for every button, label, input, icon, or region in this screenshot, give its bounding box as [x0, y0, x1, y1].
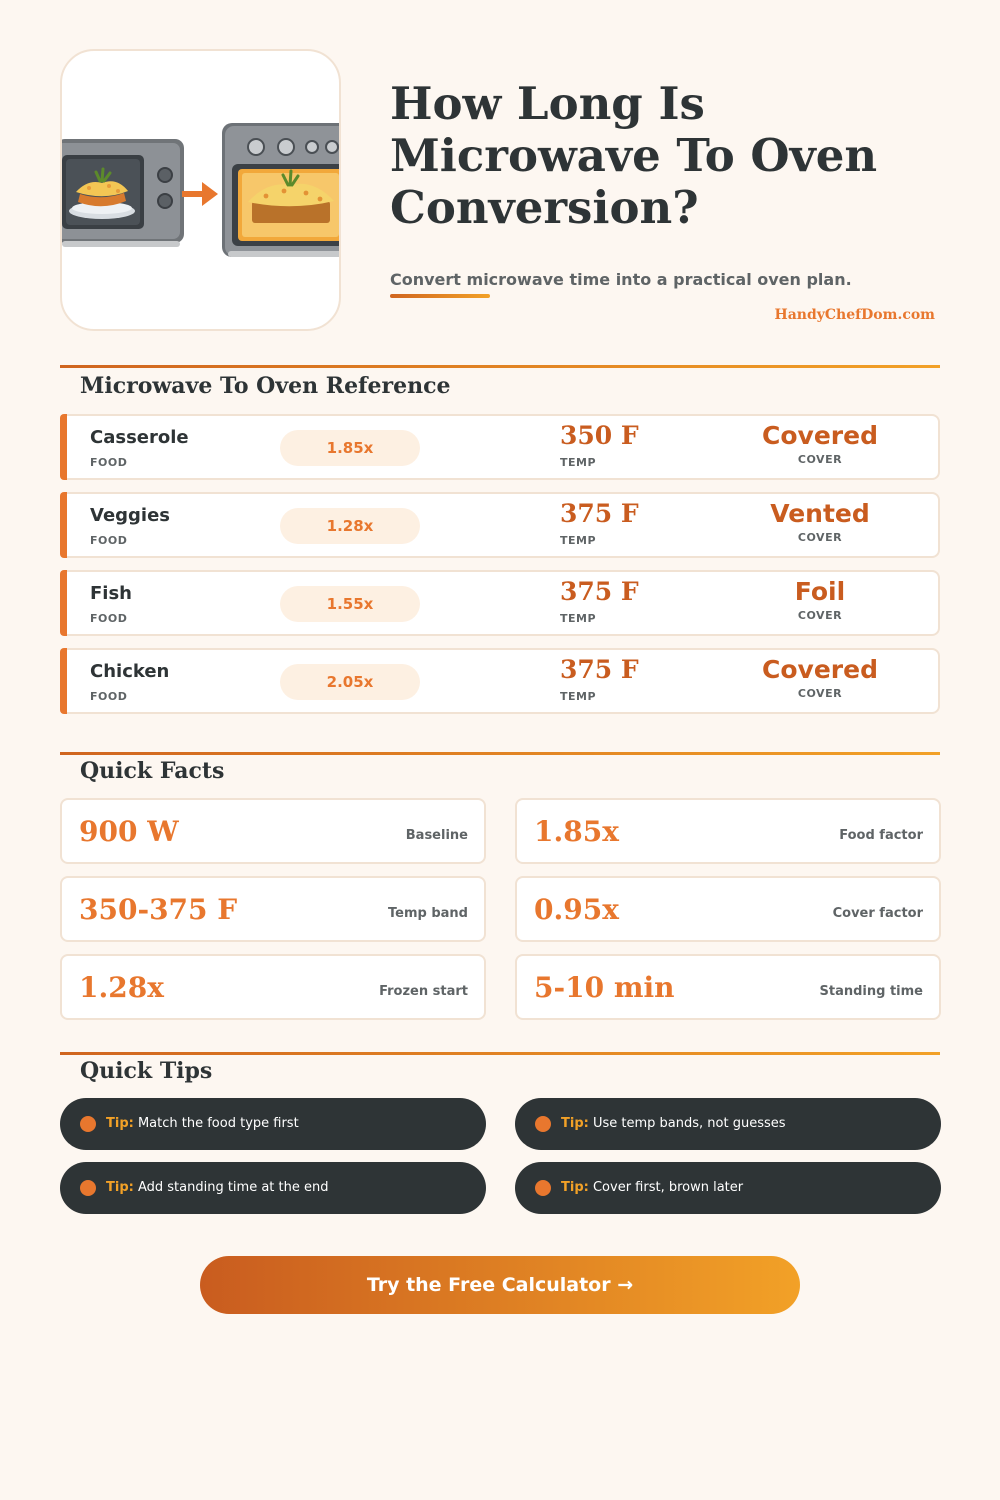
page-subtitle: Convert microwave time into a practical oven plan.	[390, 270, 852, 289]
cover-value: Vented	[770, 499, 870, 528]
tip-pill	[60, 1162, 486, 1214]
temp-value: 375 F	[560, 499, 639, 528]
temp-label: TEMP	[560, 612, 597, 625]
food-label: FOOD	[90, 612, 128, 625]
cover-value: Foil	[794, 577, 846, 606]
section-divider	[60, 365, 940, 368]
free-calculator-button[interactable]: Try the Free Calculator →	[200, 1256, 800, 1314]
cover-label: COVER	[797, 687, 843, 700]
factor-pill: 1.85x	[280, 430, 420, 466]
tip-pill	[515, 1098, 941, 1150]
fact-card	[60, 954, 486, 1020]
bullet-dot-icon	[535, 1116, 551, 1132]
temp-label: TEMP	[560, 690, 597, 703]
reference-row	[60, 648, 940, 714]
reference-section-title: Microwave To Oven Reference	[80, 373, 451, 399]
cover-label: COVER	[797, 531, 843, 544]
bullet-dot-icon	[80, 1180, 96, 1196]
fact-card	[60, 798, 486, 864]
tip-text: Match the food type first	[137, 1116, 299, 1131]
fact-card	[515, 954, 941, 1020]
brand-link[interactable]: HandyChefDom.com	[774, 307, 935, 323]
fact-value: 350-375 F	[79, 893, 238, 926]
cover-value: Covered	[762, 421, 878, 450]
section-divider	[60, 1052, 940, 1055]
fact-label: Cover factor	[832, 906, 923, 921]
tip-text: Add standing time at the end	[137, 1180, 329, 1195]
cover-label: COVER	[797, 609, 843, 622]
fact-card	[515, 876, 941, 942]
fact-card	[515, 798, 941, 864]
hero-illustration	[60, 49, 341, 331]
food-name: Veggies	[90, 505, 171, 526]
tip-pill	[60, 1098, 486, 1150]
reference-row	[60, 492, 940, 558]
food-name: Casserole	[90, 427, 189, 448]
tip-prefix: Tip:	[561, 1180, 589, 1195]
temp-value: 350 F	[560, 421, 639, 450]
cover-label: COVER	[797, 453, 843, 466]
factor-pill: 2.05x	[280, 664, 420, 700]
bullet-dot-icon	[535, 1180, 551, 1196]
temp-value: 375 F	[560, 577, 639, 606]
page-title: How Long Is Microwave To Oven Conversion?	[390, 77, 878, 234]
tip-prefix: Tip:	[106, 1180, 134, 1195]
reference-row	[60, 414, 940, 480]
fact-value: 0.95x	[534, 893, 619, 926]
fact-card	[60, 876, 486, 942]
fact-label: Frozen start	[379, 984, 468, 999]
cover-value: Covered	[762, 655, 878, 684]
tip-prefix: Tip:	[561, 1116, 589, 1131]
temp-value: 375 F	[560, 655, 639, 684]
food-name: Chicken	[90, 661, 170, 682]
factor-pill: 1.55x	[280, 586, 420, 622]
microwave-to-oven-illustration	[62, 51, 341, 331]
section-divider	[60, 752, 940, 755]
facts-section-title: Quick Facts	[80, 758, 225, 784]
fact-value: 900 W	[79, 815, 179, 848]
fact-label: Food factor	[839, 828, 923, 843]
fact-label: Standing time	[819, 984, 923, 999]
tips-section-title: Quick Tips	[80, 1058, 213, 1084]
food-name: Fish	[90, 583, 132, 604]
food-label: FOOD	[90, 456, 128, 469]
fact-value: 5-10 min	[534, 971, 675, 1004]
tip-text: Use temp bands, not guesses	[592, 1116, 786, 1131]
factor-pill: 1.28x	[280, 508, 420, 544]
tip-prefix: Tip:	[106, 1116, 134, 1131]
bullet-dot-icon	[80, 1116, 96, 1132]
fact-value: 1.85x	[534, 815, 619, 848]
food-label: FOOD	[90, 534, 128, 547]
fact-value: 1.28x	[79, 971, 164, 1004]
tip-text: Cover first, brown later	[592, 1180, 744, 1195]
fact-label: Baseline	[405, 828, 468, 843]
fact-label: Temp band	[388, 906, 468, 921]
food-label: FOOD	[90, 690, 128, 703]
subtitle-underline	[390, 294, 490, 298]
reference-row	[60, 570, 940, 636]
tip-pill	[515, 1162, 941, 1214]
temp-label: TEMP	[560, 534, 597, 547]
temp-label: TEMP	[560, 456, 597, 469]
